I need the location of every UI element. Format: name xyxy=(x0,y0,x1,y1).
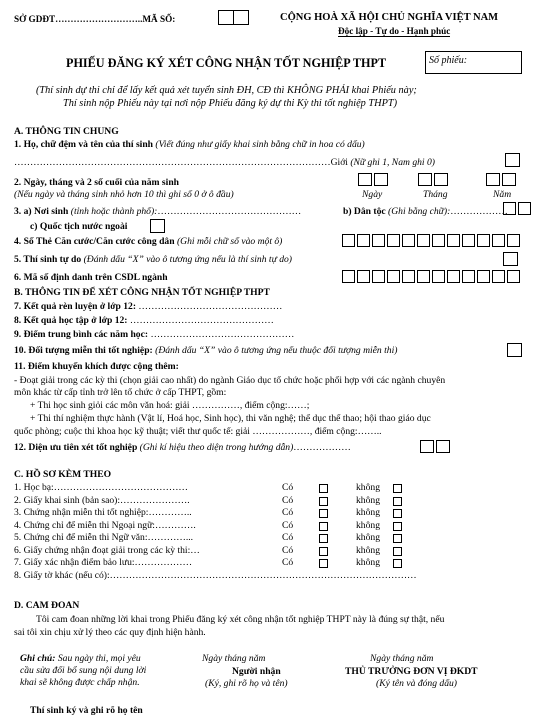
csdl-boxes[interactable] xyxy=(342,270,521,283)
ho-so-item: 6. Giấy chứng nhận đoạt giải trong các kỳ thi:… xyxy=(14,544,200,556)
co-checkbox[interactable] xyxy=(319,547,328,556)
csdl-digit-box-7[interactable] xyxy=(432,270,445,283)
khong-label: không xyxy=(356,544,380,556)
ho-so-item: 5. Chứng chỉ để miễn thi Ngữ văn:…………... xyxy=(14,532,194,543)
ghi-chu-line-2: cầu sửa đổi bổ sung nội dung lời xyxy=(20,665,147,676)
khong-label: không xyxy=(356,532,380,543)
csdl-digit-box-6[interactable] xyxy=(417,270,430,283)
khong-label: không xyxy=(356,557,380,568)
khong-checkbox[interactable] xyxy=(393,509,402,518)
csdl-digit-box-11[interactable] xyxy=(492,270,505,283)
thi-sinh-tu-do-box[interactable] xyxy=(503,252,518,266)
khong-checkbox[interactable] xyxy=(393,484,402,493)
item-11-label: 11. Điểm khuyến khích được cộng thêm: xyxy=(14,361,179,372)
thu-truong-title: THỦ TRƯỞNG ĐƠN VỊ ĐKDT xyxy=(345,666,478,677)
birth-day-boxes[interactable] xyxy=(358,173,389,186)
item-3-dan-toc[interactable]: b) Dân tộc (Ghi bằng chữ):……………… xyxy=(343,206,508,217)
cccd-digit-box-5[interactable] xyxy=(402,234,415,247)
khong-label: không xyxy=(356,519,380,531)
co-checkbox[interactable] xyxy=(319,534,328,543)
item-1-name-line[interactable]: ………………………………………………………………………………………Giới (Nữ ghi 1, Nam ghi 0) xyxy=(14,157,435,168)
co-checkbox[interactable] xyxy=(319,559,328,568)
item-5-label: 5. Thí sinh tự do (Đánh dấu “X” vào ô tương ứng nếu là thí sinh tự do) xyxy=(14,254,292,265)
ma-so-boxes[interactable] xyxy=(218,10,249,25)
ngay-label: Ngày xyxy=(362,189,383,200)
mien-thi-box[interactable] xyxy=(507,343,522,357)
cccd-digit-box-8[interactable] xyxy=(447,234,460,247)
cccd-digit-box-3[interactable] xyxy=(372,234,385,247)
csdl-digit-box-3[interactable] xyxy=(372,270,385,283)
cccd-digit-box-1[interactable] xyxy=(342,234,355,247)
cccd-digit-box-6[interactable] xyxy=(417,234,430,247)
item-2-label: 2. Ngày, tháng và 2 số cuối của năm sinh xyxy=(14,177,179,188)
quoc-tich-box[interactable] xyxy=(150,219,165,233)
co-label: Có xyxy=(282,532,294,543)
khong-checkbox[interactable] xyxy=(393,547,402,556)
day-box-2[interactable] xyxy=(374,173,388,186)
item-8-line[interactable]: 8. Kết quả học tập ở lớp 12: ……………………………………… xyxy=(14,315,274,326)
cccd-digit-box-4[interactable] xyxy=(387,234,400,247)
section-d-title: D. CAM ĐOAN xyxy=(14,600,80,611)
khong-checkbox[interactable] xyxy=(393,497,402,506)
cccd-digit-box-10[interactable] xyxy=(477,234,490,247)
csdl-digit-box-2[interactable] xyxy=(357,270,370,283)
note-line-2: Thí sinh nộp Phiếu này tại nơi nộp Phiếu đăng ký dự thi Kỳ thi tốt nghiệp THPT) xyxy=(63,98,398,109)
year-box-2[interactable] xyxy=(502,173,516,186)
co-label: Có xyxy=(282,494,294,506)
co-label: Có xyxy=(282,544,294,556)
item-11-line-3[interactable]: + Thi học sinh giỏi các môn văn hoá: giải ……………, điểm cộng:……; xyxy=(30,400,310,411)
nguoi-nhan-title: Người nhận xyxy=(232,666,281,677)
thi-sinh-ky: Thí sinh ký và ghi rõ họ tên xyxy=(30,705,143,716)
ghi-chu-line-3: khai sẽ không được chấp nhận. xyxy=(20,677,140,688)
item-11-line-1: - Đoạt giải trong các kỳ thi (chọn giải cao nhất) do ngành Giáo dục tổ chức hoặc phối hợp với các ngành chuyên xyxy=(14,375,446,386)
csdl-digit-box-1[interactable] xyxy=(342,270,355,283)
item-11-line-2: môn khác từ cấp tỉnh trở lên tổ chức ở cấp THPT, gồm: xyxy=(14,387,227,398)
noi-sinh-box-2[interactable] xyxy=(518,202,531,215)
thu-truong-date: Ngày tháng năm xyxy=(370,653,434,664)
csdl-digit-box-8[interactable] xyxy=(447,270,460,283)
co-label: Có xyxy=(282,507,294,518)
khong-label: không xyxy=(356,507,380,518)
csdl-digit-box-10[interactable] xyxy=(477,270,490,283)
item-11-line-4: + Thi thí nghiệm thực hành (Vật lí, Hoá học, Sinh học), thi văn nghệ; thể dục thể thao; hội thao giáo dục xyxy=(30,413,431,424)
cccd-digit-box-2[interactable] xyxy=(357,234,370,247)
item-1-label: 1. Họ, chữ đệm và tên của thí sinh (Viết đúng như giấy khai sinh bằng chữ in hoa có dấu) xyxy=(14,139,365,150)
noi-sinh-code-boxes[interactable] xyxy=(503,202,532,215)
csdl-digit-box-5[interactable] xyxy=(402,270,415,283)
cccd-digit-box-7[interactable] xyxy=(432,234,445,247)
item-9-line[interactable]: 9. Điểm trung bình các năm học: ……………………………………… xyxy=(14,329,295,340)
section-c-title: C. HỒ SƠ KÈM THEO xyxy=(14,469,112,480)
ho-so-item: 3. Chứng nhận miễn thi tốt nghiệp:………….. xyxy=(14,507,192,518)
ma-so-box-2[interactable] xyxy=(234,10,249,25)
item-11-line-5[interactable]: quốc phòng; cuộc thi khoa học kỹ thuật; viết thư quốc tế: giải ………………, điểm cộng:…….. xyxy=(14,426,382,437)
item-3c-label: c) Quốc tịch nước ngoài xyxy=(30,221,128,232)
co-label: Có xyxy=(282,519,294,531)
khong-checkbox[interactable] xyxy=(393,522,402,531)
so-phieu-label: Số phiếu: xyxy=(429,55,468,66)
csdl-digit-box-12[interactable] xyxy=(507,270,520,283)
csdl-digit-box-4[interactable] xyxy=(387,270,400,283)
khong-label: không xyxy=(356,482,380,493)
khong-label: không xyxy=(356,494,380,506)
ho-so-item: 4. Chứng chỉ để miễn thi Ngoại ngữ:…………. xyxy=(14,519,196,531)
ho-so-item: 2. Giấy khai sinh (bản sao):…………………. xyxy=(14,494,190,506)
ma-so-box-1[interactable] xyxy=(218,10,234,25)
cccd-digit-box-11[interactable] xyxy=(492,234,505,247)
birth-year-boxes[interactable] xyxy=(486,173,517,186)
dien-uu-tien-boxes[interactable] xyxy=(420,440,451,453)
cam-doan-line-2: sai tôi xin chịu xử lý theo các quy định hiện hành. xyxy=(14,627,206,638)
item-6-label: 6. Mã số định danh trên CSDL ngành xyxy=(14,272,168,283)
uu-tien-box-1[interactable] xyxy=(420,440,434,453)
year-box-1[interactable] xyxy=(486,173,500,186)
cam-doan-line-1: Tôi cam đoan những lời khai trong Phiếu đăng ký xét công nhận tốt nghiệp THPT này là đúng sự thật, nếu xyxy=(36,614,445,625)
thang-label: Tháng xyxy=(423,189,448,200)
section-b-title: B. THÔNG TIN ĐỂ XÉT CÔNG NHẬN TỐT NGHIỆP THPT xyxy=(14,287,270,298)
co-checkbox[interactable] xyxy=(319,509,328,518)
item-2-note: (Nếu ngày và tháng sinh nhỏ hơn 10 thì ghi số 0 ở ô đầu) xyxy=(14,189,234,200)
cccd-digit-box-9[interactable] xyxy=(462,234,475,247)
co-checkbox[interactable] xyxy=(319,522,328,531)
nguoi-nhan-date: Ngày tháng năm xyxy=(202,653,266,664)
co-label: Có xyxy=(282,482,294,493)
nam-label: Năm xyxy=(493,189,512,200)
item-12-label: 12. Diện ưu tiên xét tốt nghiệp (Ghi kí hiệu theo diện trong hướng dẫn)……………… xyxy=(14,442,351,453)
item-3-noi-sinh[interactable]: 3. a) Nơi sinh (tỉnh hoặc thành phố):……………………………………… xyxy=(14,206,302,217)
so-phieu-box[interactable] xyxy=(425,51,522,74)
csdl-digit-box-9[interactable] xyxy=(462,270,475,283)
khong-checkbox[interactable] xyxy=(393,559,402,568)
section-a-title: A. THÔNG TIN CHUNG xyxy=(14,126,119,137)
month-box-1[interactable] xyxy=(418,173,432,186)
uu-tien-box-2[interactable] xyxy=(436,440,450,453)
so-gddt-label: SỞ GDĐT………………………..MÃ SỐ: xyxy=(14,14,176,24)
nation-title: CỘNG HOÀ XÃ HỘI CHỦ NGHĨA VIỆT NAM xyxy=(280,12,499,23)
ho-so-item: 7. Giấy xác nhận điểm bảo lưu:……………… xyxy=(14,557,193,568)
ho-so-item: 8. Giấy tờ khác (nếu có):…………………………………………………………………………………… xyxy=(14,569,417,581)
cccd-boxes[interactable] xyxy=(342,234,521,247)
noi-sinh-box-1[interactable] xyxy=(503,202,516,215)
co-checkbox[interactable] xyxy=(319,484,328,493)
cccd-digit-box-12[interactable] xyxy=(507,234,520,247)
khong-checkbox[interactable] xyxy=(393,534,402,543)
ho-so-item: 1. Học bạ:…………………………………… xyxy=(14,482,189,493)
birth-month-boxes[interactable] xyxy=(418,173,449,186)
note-line-1: (Thí sinh dự thi chỉ để lấy kết quả xét tuyển sinh ĐH, CĐ thì KHÔNG PHẢI khai Phiếu này; xyxy=(36,85,417,96)
gender-box[interactable] xyxy=(505,153,520,167)
item-10-label: 10. Đối tượng miễn thi tốt nghiệp: (Đánh dấu “X” vào ô tương ứng nếu thuộc đối tượng miễn thi) xyxy=(14,345,398,356)
ghi-chu-line-1: Ghi chú: Sau ngày thi, mọi yêu xyxy=(20,653,141,664)
day-box-1[interactable] xyxy=(358,173,372,186)
item-4-label: 4. Số Thẻ Căn cước/Căn cước công dân (Ghi mỗi chữ số vào một ô) xyxy=(14,236,283,247)
nguoi-nhan-note: (Ký, ghi rõ họ và tên) xyxy=(205,678,288,689)
co-checkbox[interactable] xyxy=(319,497,328,506)
co-label: Có xyxy=(282,557,294,568)
item-7-line[interactable]: 7. Kết quả rèn luyện ở lớp 12: ……………………………………… xyxy=(14,301,283,312)
month-box-2[interactable] xyxy=(434,173,448,186)
motto: Độc lập - Tự do - Hạnh phúc xyxy=(338,26,451,36)
thu-truong-note: (Ký tên và đóng dấu) xyxy=(376,678,457,689)
form-title: PHIẾU ĐĂNG KÝ XÉT CÔNG NHẬN TỐT NGHIỆP THPT xyxy=(66,56,387,70)
